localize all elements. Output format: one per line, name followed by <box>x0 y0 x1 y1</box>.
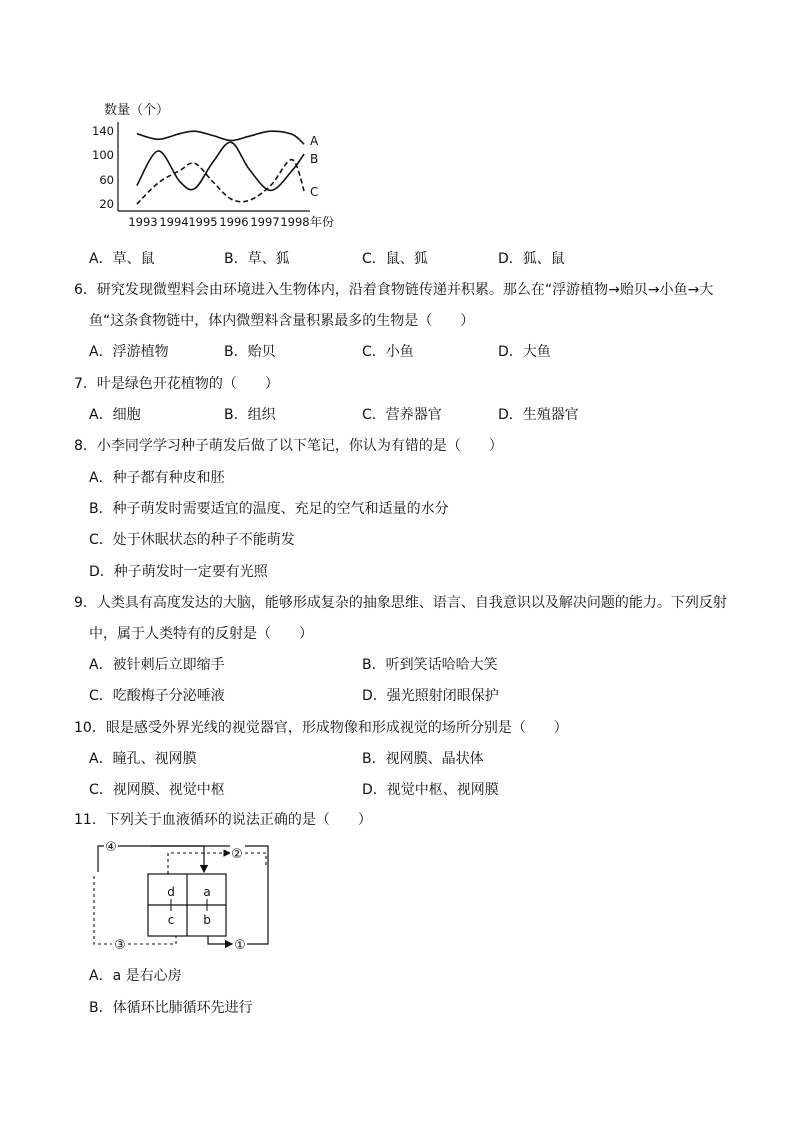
q6-stem-line1: 6．研究发现微塑料会由环境进入生物体内，沿着食物链传递并积累。那么在“浮游植物→贻贝→小鱼→大 <box>74 282 714 298</box>
dashed-vessel-right <box>245 853 266 866</box>
q6-option-d: D．大鱼 <box>498 344 551 360</box>
q9-option-c: C．吃酸梅子分泌唾液 <box>89 688 225 704</box>
blood-circulation-diagram <box>86 836 276 956</box>
q10-option-c: C．视网膜、视觉中枢 <box>89 782 225 798</box>
q6-stem-line2: 鱼“这条食物链中，体内微塑料含量积累最多的生物是（ ） <box>89 313 475 329</box>
q6-option-c: C．小鱼 <box>362 344 414 360</box>
q9-stem-line1: 9．人类具有高度发达的大脑，能够形成复杂的抽象思维、语言、自我意识以及解决问题的能力。下列反射 <box>74 595 727 611</box>
q9-stem-line2: 中，属于人类特有的反射是（ ） <box>89 626 313 642</box>
q10-option-a: A．瞳孔、视网膜 <box>89 751 197 767</box>
chamber-c: c <box>167 913 175 927</box>
population-line-chart <box>88 98 350 233</box>
chamber-b: b <box>203 913 211 927</box>
vessel-label-3: ③ <box>114 938 126 953</box>
q7-option-c: C．营养器官 <box>362 407 442 423</box>
q10-stem: 10．眼是感受外界光线的视觉器官，形成物像和形成视觉的场所分别是（ ） <box>74 720 568 736</box>
q7-stem: 7．叶是绿色开花植物的（ ） <box>74 376 279 392</box>
q6-option-b: B．贻贝 <box>224 344 276 360</box>
chart-x-tick: 1996 <box>219 215 249 229</box>
q5-option-d: D．狐、鼠 <box>498 251 565 267</box>
series-a-label: A <box>310 134 319 148</box>
q9-option-d: D．强光照射闭眼保护 <box>362 688 499 704</box>
q8-option-b: B．种子萌发时需要适宜的温度、充足的空气和适量的水分 <box>89 501 449 517</box>
series-c-line <box>137 160 304 204</box>
vessel-label-4: ④ <box>105 840 117 855</box>
series-b-label: B <box>310 152 319 166</box>
q10-option-d: D．视觉中枢、视网膜 <box>362 782 499 798</box>
vessel-label-1: ① <box>234 938 246 953</box>
q7-option-b: B．组织 <box>224 407 276 423</box>
series-a-line <box>137 131 304 144</box>
chart-x-tick: 1993 <box>128 215 158 229</box>
solid-vessel-path <box>208 936 232 944</box>
q9-option-b: B．听到笑话哈哈大笑 <box>362 657 498 673</box>
q11-option-a: A．a 是右心房 <box>89 968 182 984</box>
q8-option-c: C．处于休眠状态的种子不能萌发 <box>89 532 295 548</box>
chamber-d: d <box>167 885 175 899</box>
q11-option-b: B．体循环比肺循环先进行 <box>89 1000 253 1016</box>
q10-option-b: B．视网膜、晶状体 <box>362 751 484 767</box>
q7-option-d: D．生殖器官 <box>498 407 579 423</box>
chart-x-tick: 1998 <box>280 215 310 229</box>
chart-x-tick: 1995 <box>188 215 218 229</box>
solid-vessel-top <box>151 846 204 872</box>
chart-y-tick: 100 <box>92 148 114 162</box>
q8-option-d: D．种子萌发时一定要有光照 <box>89 564 268 580</box>
q11-stem: 11．下列关于血液循环的说法正确的是（ ） <box>74 812 372 828</box>
series-c-label: C <box>310 185 319 199</box>
chart-x-tick: 1997 <box>250 215 280 229</box>
q8-option-a: A．种子都有种皮和胚 <box>89 470 225 486</box>
chart-y-axis-label: 数量（个） <box>104 103 170 118</box>
chart-x-tick: 1994 <box>159 215 189 229</box>
chart-x-axis-label: 年份 <box>310 215 335 229</box>
series-b-line <box>137 142 304 190</box>
q5-option-a: A．草、鼠 <box>89 251 155 267</box>
q5-option-b: B．草、狐 <box>224 251 290 267</box>
q6-option-a: A．浮游植物 <box>89 344 169 360</box>
chart-y-tick: 20 <box>99 197 114 211</box>
vessel-label-2: ② <box>231 847 243 862</box>
dashed-vessel-left <box>94 876 112 944</box>
chart-y-tick: 140 <box>92 124 114 138</box>
q5-option-c: C．鼠、狐 <box>362 251 428 267</box>
q9-option-a: A．被针刺后立即缩手 <box>89 657 225 673</box>
q8-stem: 8．小李同学学习种子萌发后做了以下笔记，你认为有错的是（ ） <box>74 438 503 454</box>
dashed-vessel-top <box>168 853 230 874</box>
chamber-a: a <box>203 885 211 899</box>
chart-y-tick: 60 <box>99 173 114 187</box>
q7-option-a: A．细胞 <box>89 407 141 423</box>
dashed-vessel-bottom <box>128 936 176 944</box>
